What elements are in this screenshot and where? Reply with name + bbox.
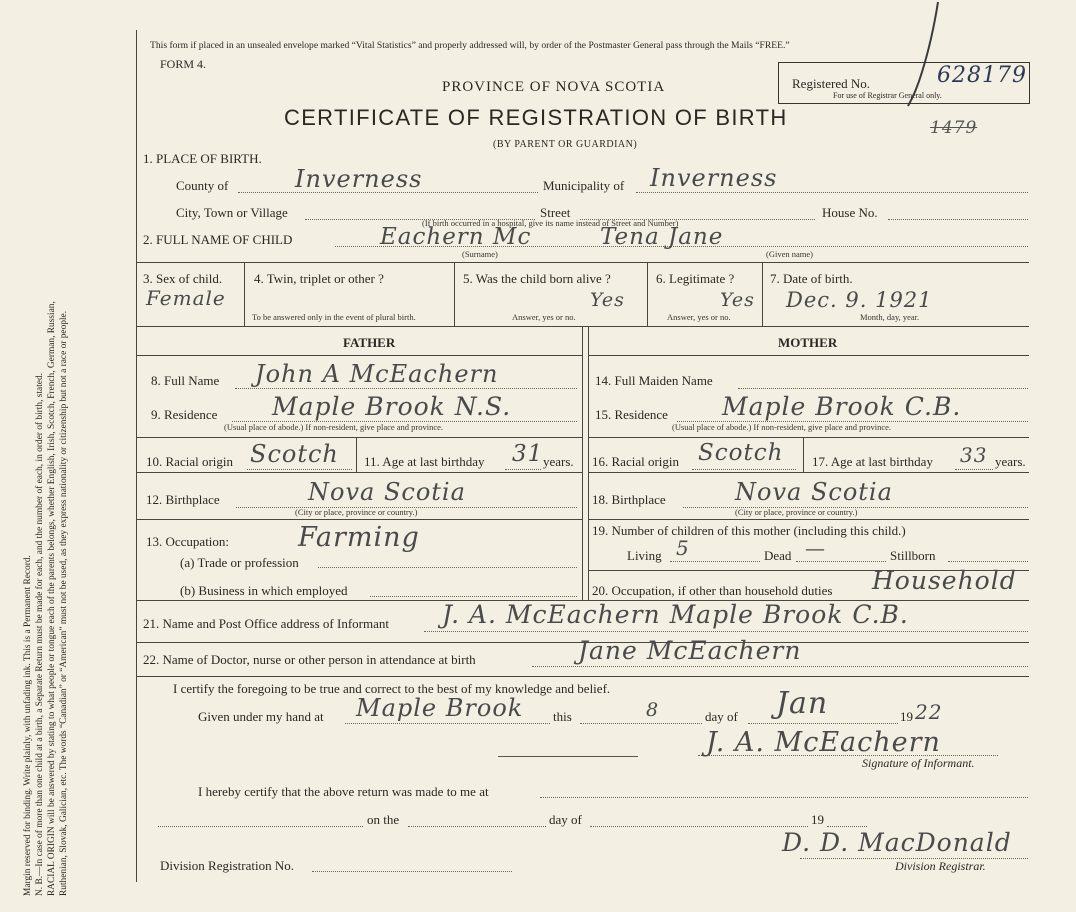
registrar-year-line bbox=[827, 826, 867, 827]
registered-number-value: 628179 bbox=[937, 63, 1027, 88]
year-prefix: 19 bbox=[900, 709, 913, 724]
row-rule bbox=[588, 355, 1029, 356]
father-age-unit: years. bbox=[543, 454, 574, 469]
informant-signature-caption: Signature of Informant. bbox=[862, 756, 975, 770]
stamp-number: 1479 bbox=[930, 118, 978, 138]
binding-rule bbox=[136, 30, 137, 882]
municipality-value: Inverness bbox=[650, 164, 778, 192]
cell-divider bbox=[356, 437, 357, 472]
stillborn-label: Stillborn bbox=[890, 548, 936, 563]
row-rule bbox=[137, 262, 1029, 263]
short-rule bbox=[498, 756, 638, 757]
legitimate-value: Yes bbox=[720, 289, 755, 311]
registrar-place-line bbox=[540, 797, 1028, 798]
living-value: 5 bbox=[676, 536, 690, 560]
registrar-month-line bbox=[590, 826, 808, 827]
mother-racial-value: Scotch bbox=[698, 440, 784, 466]
certification-statement: I certify the foregoing to be true and correct to the best of my knowledge and belief. bbox=[173, 681, 611, 696]
mother-birthplace-note: (City or place, province or country.) bbox=[735, 507, 858, 517]
mother-racial-label: 16. Racial origin bbox=[592, 454, 680, 469]
surname-caption: (Surname) bbox=[462, 249, 498, 259]
father-residence-value: Maple Brook N.S. bbox=[272, 392, 512, 421]
father-residence-note: (Usual place of abode.) If non-resident, give place and province. bbox=[224, 422, 444, 432]
cell-divider bbox=[647, 262, 648, 326]
business-label: (b) Business in which employed bbox=[180, 583, 348, 598]
informant-label: 21. Name and Post Office address of Informant bbox=[143, 616, 389, 631]
father-heading: FATHER bbox=[343, 335, 396, 350]
father-birthplace-note: (City or place, province or country.) bbox=[295, 507, 418, 517]
margin-line-4: Ruthenian, Slovak, Galician, etc. The words “Canadian” or “American” must not be used, as they express nationality or citizenship but not a race or people. bbox=[59, 310, 69, 896]
living-line bbox=[670, 561, 760, 562]
mother-occupation-value: Household bbox=[872, 566, 1017, 595]
cell-divider bbox=[454, 262, 455, 326]
mother-age-line bbox=[955, 469, 993, 470]
attendant-label: 22. Name of Doctor, nurse or other person in attendance at birth bbox=[143, 652, 476, 667]
mother-residence-label: 15. Residence bbox=[595, 407, 668, 422]
mother-name-line bbox=[738, 388, 1028, 389]
registered-label: Registered No. bbox=[792, 76, 870, 91]
row-rule bbox=[137, 326, 1029, 327]
form-number: FORM 4. bbox=[160, 57, 207, 71]
informant-value: J. A. McEachern Maple Brook C.B. bbox=[442, 600, 909, 629]
county-label: County of bbox=[176, 178, 229, 193]
margin-instructions bbox=[22, 16, 70, 896]
father-name-value: John A McEachern bbox=[255, 360, 499, 388]
page-title: CERTIFICATE OF REGISTRATION OF BIRTH bbox=[284, 105, 788, 130]
living-label: Living bbox=[627, 548, 662, 563]
attendant-line bbox=[532, 666, 1028, 667]
business-line bbox=[370, 596, 577, 597]
twin-label: 4. Twin, triplet or other ? bbox=[254, 271, 384, 286]
born-alive-label: 5. Was the child born alive ? bbox=[463, 271, 611, 286]
registrar-day-line bbox=[408, 826, 546, 827]
given-place-value: Maple Brook bbox=[356, 694, 524, 722]
margin-line-1: Margin reserved for binding. Write plainly, with unfading ink. This is a Permanent Record. bbox=[23, 555, 33, 896]
father-birthplace-label: 12. Birthplace bbox=[146, 492, 220, 507]
dead-value: — bbox=[805, 536, 826, 560]
given-place-line bbox=[345, 723, 550, 724]
trade-line bbox=[318, 567, 577, 568]
registrar-year-prefix: 19 bbox=[811, 812, 824, 827]
given-name-caption: (Given name) bbox=[766, 249, 813, 259]
father-age-label: 11. Age at last birthday bbox=[364, 454, 485, 469]
cell-divider bbox=[762, 262, 763, 326]
informant-signature: J. A. McEachern bbox=[706, 727, 941, 758]
stillborn-line bbox=[948, 561, 1028, 562]
day-value: 8 bbox=[646, 699, 660, 721]
father-racial-label: 10. Racial origin bbox=[146, 454, 234, 469]
row-rule bbox=[137, 355, 582, 356]
given-label: Given under my hand at bbox=[198, 709, 324, 724]
child-given-name-value: Tena Jane bbox=[600, 224, 724, 250]
date-of-birth-label: 7. Date of birth. bbox=[770, 271, 853, 286]
child-name-label: 2. FULL NAME OF CHILD bbox=[143, 232, 293, 247]
row-rule bbox=[137, 519, 582, 520]
row-rule bbox=[137, 437, 582, 438]
county-value: Inverness bbox=[295, 165, 423, 193]
house-number-label: House No. bbox=[822, 205, 878, 220]
legitimate-note: Answer, yes or no. bbox=[667, 312, 731, 322]
municipality-label: Municipality of bbox=[543, 178, 625, 193]
father-age-line bbox=[505, 469, 541, 470]
parents-divider bbox=[582, 326, 583, 600]
father-racial-value: Scotch bbox=[250, 440, 339, 468]
division-registration-label: Division Registration No. bbox=[160, 858, 294, 873]
twin-note: To be answered only in the event of plural birth. bbox=[252, 312, 416, 322]
father-age-value: 31 bbox=[512, 441, 544, 467]
registrar-signature: D. D. MacDonald bbox=[782, 828, 1012, 857]
registrar-note: For use of Registrar General only. bbox=[833, 91, 942, 100]
mother-residence-value: Maple Brook C.B. bbox=[722, 392, 962, 421]
house-number-line bbox=[888, 219, 1028, 220]
row-rule bbox=[137, 472, 582, 473]
date-of-birth-value: Dec. 9. 1921 bbox=[786, 288, 933, 312]
mailing-notice: This form if placed in an unsealed envelope marked “Vital Statistics” and properly addressed will, by order of the Postmaster General pass through the Mails “FREE.” bbox=[150, 40, 790, 51]
born-alive-value: Yes bbox=[590, 289, 625, 311]
sex-value: Female bbox=[146, 286, 226, 310]
mother-occupation-label: 20. Occupation, if other than household duties bbox=[592, 583, 833, 598]
year-value: 22 bbox=[915, 700, 943, 724]
cell-divider bbox=[803, 437, 804, 472]
street-note: (If birth occurred in a hospital, give its name instead of Street and Number) bbox=[422, 218, 679, 228]
mother-age-unit: years. bbox=[995, 454, 1026, 469]
father-birthplace-value: Nova Scotia bbox=[308, 478, 466, 506]
margin-line-2: N. B.—In case of more than one child at a birth, a Separate Return must be made for each, and the number of each, in order of birth, stated. bbox=[35, 373, 45, 896]
father-occupation-value: Farming bbox=[298, 522, 420, 553]
father-occupation-label: 13. Occupation: bbox=[146, 534, 230, 549]
city-label: City, Town or Village bbox=[176, 205, 288, 220]
mother-name-label: 14. Full Maiden Name bbox=[595, 373, 713, 388]
day-line bbox=[580, 723, 702, 724]
month-value: Jan bbox=[776, 686, 829, 721]
sex-label: 3. Sex of child. bbox=[143, 271, 223, 286]
mother-age-label: 17. Age at last birthday bbox=[812, 454, 933, 469]
pen-stroke-mark bbox=[890, 0, 950, 110]
on-the-label: on the bbox=[367, 812, 400, 827]
mother-age-value: 33 bbox=[960, 443, 988, 467]
informant-line bbox=[424, 631, 1028, 632]
legitimate-label: 6. Legitimate ? bbox=[656, 271, 735, 286]
mother-birthplace-value: Nova Scotia bbox=[735, 478, 893, 506]
mother-birthplace-label: 18. Birthplace bbox=[592, 492, 666, 507]
dead-label: Dead bbox=[764, 548, 792, 563]
father-name-line bbox=[235, 388, 577, 389]
margin-line-3: RACIAL ORIGIN will be answered by stating to what people or tongue each of the parents belongs, whether English, Irish, Scotch, French, German, Russian, bbox=[47, 301, 57, 896]
row-rule bbox=[588, 472, 1029, 473]
registrar-day-of-label: day of bbox=[549, 812, 582, 827]
child-surname-value: Eachern Mc bbox=[380, 224, 532, 250]
mother-racial-line bbox=[692, 469, 796, 470]
mother-heading: MOTHER bbox=[778, 335, 838, 350]
this-label: this bbox=[553, 709, 572, 724]
dead-line bbox=[796, 561, 886, 562]
registrar-line-a bbox=[158, 826, 363, 827]
street-label: Street bbox=[540, 205, 571, 220]
mother-residence-note: (Usual place of abode.) If non-resident, give place and province. bbox=[672, 422, 892, 432]
father-racial-line bbox=[247, 469, 352, 470]
trade-label: (a) Trade or profession bbox=[180, 555, 299, 570]
province-heading: PROVINCE OF NOVA SCOTIA bbox=[442, 79, 666, 95]
attendant-value: Jane McEachern bbox=[578, 636, 802, 665]
municipality-line bbox=[636, 192, 1028, 193]
month-line bbox=[748, 723, 898, 724]
parents-divider bbox=[588, 326, 589, 600]
row-rule bbox=[137, 676, 1029, 677]
division-registration-line bbox=[312, 871, 512, 872]
father-residence-label: 9. Residence bbox=[151, 407, 218, 422]
father-name-label: 8. Full Name bbox=[151, 373, 220, 388]
row-rule bbox=[588, 437, 1029, 438]
registrar-statement: I hereby certify that the above return was made to me at bbox=[198, 784, 489, 799]
place-of-birth-label: 1. PLACE OF BIRTH. bbox=[143, 151, 262, 166]
registrar-signature-caption: Division Registrar. bbox=[895, 859, 986, 873]
cell-divider bbox=[244, 262, 245, 326]
page-subtitle: (BY PARENT OR GUARDIAN) bbox=[493, 139, 638, 150]
date-of-birth-note: Month, day, year. bbox=[860, 312, 920, 322]
row-rule bbox=[588, 519, 1029, 520]
day-of-label: day of bbox=[705, 709, 738, 724]
born-alive-note: Answer, yes or no. bbox=[512, 312, 576, 322]
mother-children-label: 19. Number of children of this mother (including this child.) bbox=[592, 523, 906, 538]
